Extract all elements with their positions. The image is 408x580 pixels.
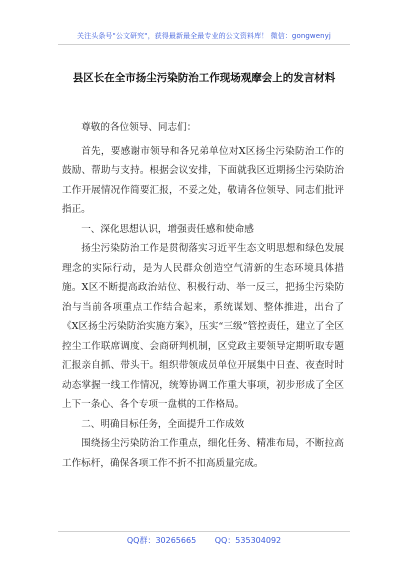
section-2-paragraph: 围绕扬尘污染防治工作重点，细化任务、精准布局，不断拉高工作标杆，确保各项工作不折不扣高质量完成。	[62, 438, 344, 469]
intro-paragraph: 首先，要感谢市领导和各兄弟单位对X区扬尘污染防治工作的鼓励、帮助与支持。根据会议安排，下面就我区近期扬尘污染防治工作开展情况作简要汇报，不妥之处，敬请各位领导、同志们批评指正。	[62, 145, 344, 215]
document-body	[62, 118, 344, 473]
header-banner: 关注头条号"公文研究"，获得最新最全最专业的公文资料库！ 微信：gongwenyj	[77, 32, 331, 40]
footer-divider	[58, 531, 350, 532]
section-heading-1: 一、深化思想认识，增强责任感和使命感	[81, 223, 254, 235]
section-heading-2: 二、明确目标任务，全面提升工作成效	[81, 418, 245, 430]
header-divider	[58, 44, 350, 45]
footer	[0, 535, 408, 546]
footer-qq-group: QQ群：30265665	[126, 536, 197, 545]
footer-qq: QQ：535304092	[214, 536, 282, 545]
document-title: 县区长在全市扬尘污染防治工作现场观摩会上的发言材料	[72, 72, 336, 84]
salutation-paragraph: 尊敬的各位领导、同志们：	[81, 122, 197, 133]
section-1-paragraph: 扬尘污染防治工作是贯彻落实习近平生态文明思想和绿色发展理念的实际行动，是为人民群众创造空气清新的生态环境具体措施。X区不断提高政治站位、积极行动、举一反三，把扬尘污染防治与当前各项重点工作结合起来，系统谋划、整体推进，出台了《X区扬尘污染防治实施方案》，压实“三级”管控责任，建立了全区控尘工作联席调度、会商研判机制，区党政主要领导定期听取专题汇报亲自抓、带头干。组织带领成员单位开展集中日查、夜查时时动态掌握一线工作情况，统筹协调工作重大事项，初步形成了全区上下一条心、各个专项一盘棋的工作格局。	[62, 243, 344, 410]
